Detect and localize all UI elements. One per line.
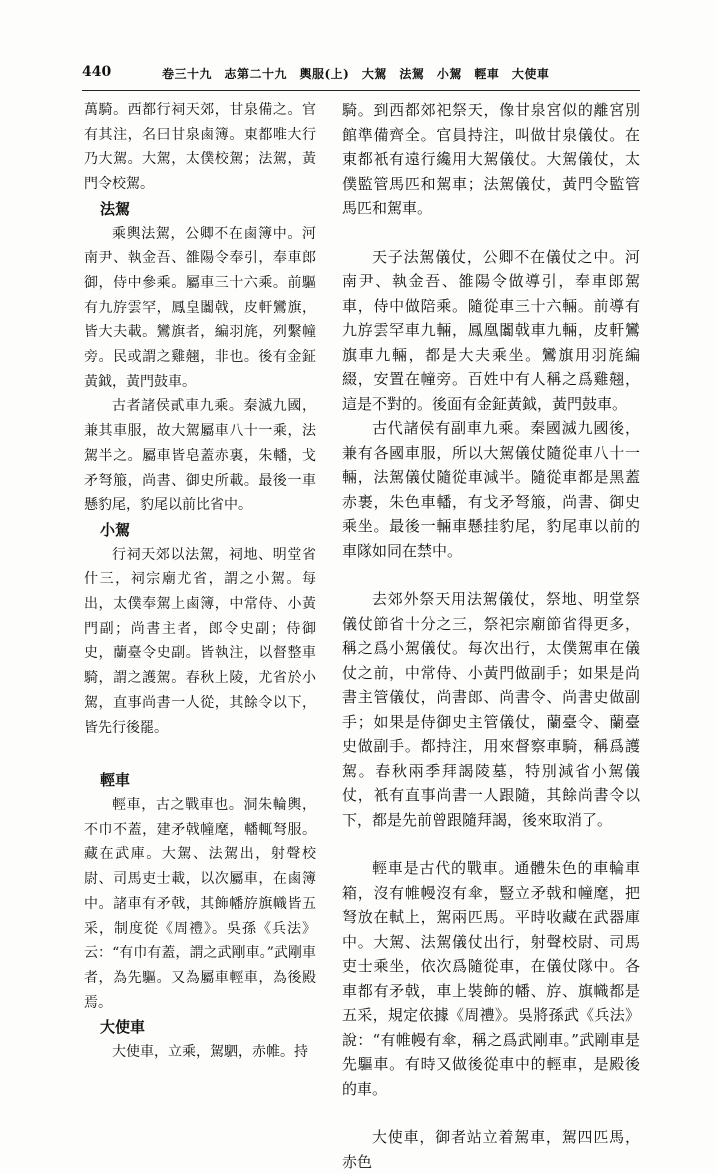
page-number: 440 bbox=[82, 64, 112, 80]
section-heading-dashiche: 大使車 bbox=[100, 1018, 146, 1037]
header-title: 卷三十九 志第二十九 輿服(上) 大駕 法駕 小駕 輕車 大使車 bbox=[162, 67, 550, 81]
translation-text-column bbox=[342, 98, 640, 1174]
classical-text-column bbox=[84, 98, 316, 1065]
translation-paragraph: 去郊外祭天用法駕儀仗，祭地、明堂祭儀仗節省十分之三，祭祀宗廟節省得更多，稱之爲小駕儀仗。每次出行，太僕駕車在儀仗之前，中常侍、小黃門做副手；如果是尚書主管儀仗，尚書郎、尚書令、尚書史做副手；如果是侍御史主管儀仗，蘭臺令、蘭臺史做副手。都持注，用來督察車騎，稱爲護駕。春秋兩季拜謁陵墓，特別減省小駕儀仗，衹有直事尚書一人跟隨，其餘尚書令以下，都是先前曾跟隨拜謁，後來取消了。 bbox=[342, 590, 640, 829]
classical-paragraph: 乘輿法駕，公卿不在鹵簿中。河南尹、執金吾、雒陽令奉引，奉車郎御，侍中參乘。屬車三十六乘。前驅有九斿雲罕，鳳皇闟戟，皮軒鸞旗，皆大夫載。鸞旗者，編羽旄，列繫幢旁。民或謂之雞翹，非也。後有金鉦黃鉞，黃門鼓車。 bbox=[84, 225, 316, 390]
classical-paragraph: 萬騎。西都行祠天郊，甘泉備之。官有其注，名曰甘泉鹵簿。東都唯大行乃大駕。大駕，太僕校駕；法駕，黃門令校駕。 bbox=[84, 102, 316, 193]
classical-paragraph: 輕車，古之戰車也。洞朱輪輿，不巾不蓋，建矛戟幢麾，轓輒弩服。藏在武庫。大駕、法駕出，射聲校尉、司馬吏士載，以次屬車，在鹵簿中。諸車有矛戟，其飾幡斿旗幟皆五采，制度從《周禮》。吳孫《兵法》云：“有巾有蓋，謂之武剛車。”武剛車者，為先驅。又為屬車輕車，為後殿焉。 bbox=[84, 796, 316, 1011]
translation-paragraph: 天子法駕儀仗，公卿不在儀仗之中。河南尹、執金吾、雒陽令做導引，奉車郎駕車，侍中做陪乘。隨從車三十六輛。前導有九斿雲罕車九輛，鳳凰闟戟車九輛，皮軒鸞旗車九輛，都是大夫乘坐。鸞旗用羽旄編綴，安置在幢旁。百姓中有人稱之爲雞翹，這是不對的。後面有金鉦黃鉞，黃門鼓車。 bbox=[342, 247, 640, 413]
translation-paragraph: 輕車是古代的戰車。通體朱色的車輪車箱，沒有帷幔沒有傘，豎立矛戟和幢麾，把弩放在軾上，駕兩匹馬。平時收藏在武器庫中。大駕、法駕儀仗出行，射聲校尉、司馬吏士乘坐，依次爲隨從車，在儀仗隊中。各車都有矛戟，車上裝飾的幡、斿、旗幟都是五采，規定依據《周禮》。吳將孫武《兵法》說：“有帷幔有傘，稱之爲武剛車。”武剛車是先驅車。有時又做後從車中的輕車，是殿後的車。 bbox=[342, 859, 640, 1098]
classical-paragraph: 大使車，立乘，駕駟，赤帷。持 bbox=[112, 1044, 308, 1061]
classical-paragraph: 古者諸侯貳車九乘。秦滅九國，兼其車服，故大駕屬車八十一乘，法駕半之。屬車皆皂蓋赤裏，朱轓，戈矛弩箙，尚書、御史所載。最後一車懸豹尾，豹尾以前比省中。 bbox=[84, 398, 316, 514]
section-heading-xiaojia: 小駕 bbox=[100, 520, 131, 539]
translation-paragraph: 大使車，御者站立着駕車，駕四匹馬，赤色 bbox=[342, 1128, 640, 1171]
section-heading-fajia: 法駕 bbox=[100, 199, 131, 218]
classical-paragraph: 行祠天郊以法駕，祠地、明堂省什三，祠宗廟尤省，謂之小駕。每出，太僕奉駕上鹵簿，中常侍、小黃門副；尚書主者，郎令史副；侍御史，蘭臺令史副。皆執注，以督整車騎，謂之護駕。春秋上陵，尤省於小駕，直事尚書一人從，其餘令以下，皆先行後罷。 bbox=[84, 546, 316, 736]
running-header bbox=[82, 64, 642, 86]
header-rule bbox=[82, 90, 640, 91]
translation-paragraph: 騎。到西都郊祀祭天，像甘泉宮似的離宮別館準備齊全。官員持注，叫做甘泉儀仗。在東都衹有遠行纔用大駕儀仗。大駕儀仗，太僕監管馬匹和駕車；法駕儀仗，黃門令監管馬匹和駕車。 bbox=[342, 101, 640, 217]
section-heading-qingche: 輕車 bbox=[100, 771, 131, 790]
translation-paragraph: 古代諸侯有副車九乘。秦國滅九國後，兼有各國車服，所以大駕儀仗隨從車八十一輛，法駕儀仗隨從車減半。隨從車都是黑蓋赤裹，朱色車轓，有戈矛弩箙，尚書、御史乘坐。最後一輛車懸挂豹尾，豹尾車以前的車隊如同在禁中。 bbox=[342, 419, 640, 560]
